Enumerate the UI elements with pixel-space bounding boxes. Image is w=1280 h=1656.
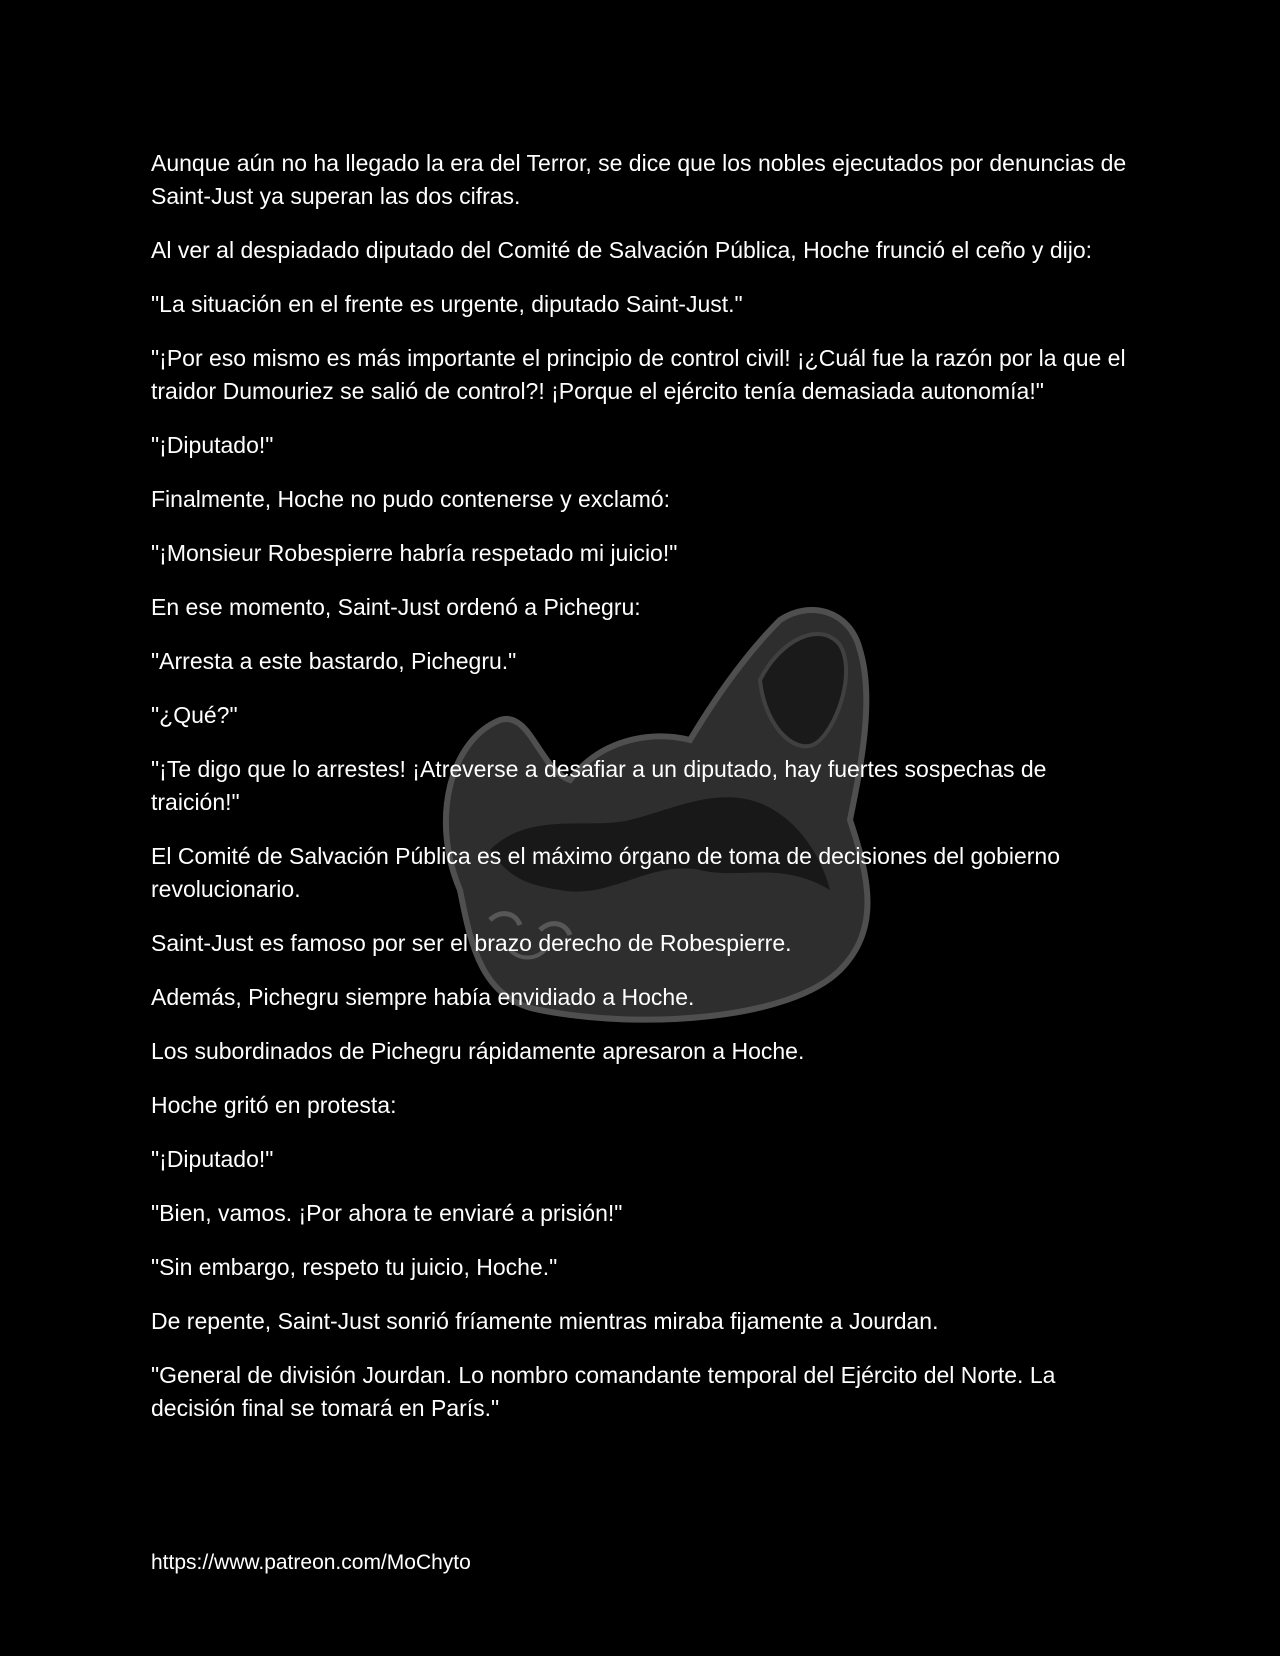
- paragraph: Además, Pichegru siempre había envidiado a Hoche.: [151, 984, 695, 1010]
- paragraph: "¡Diputado!": [151, 1146, 274, 1172]
- paragraph: Hoche gritó en protesta:: [151, 1092, 397, 1118]
- paragraph: "Sin embargo, respeto tu juicio, Hoche.": [151, 1254, 558, 1280]
- paragraph: "¿Qué?": [151, 702, 238, 728]
- paragraph: Saint-Just es famoso por ser el brazo derecho de Robespierre.: [151, 930, 792, 956]
- document-body: [151, 147, 1141, 1446]
- paragraph: "¡Te digo que lo arrestes! ¡Atreverse a desafiar a un diputado, hay fuertes sospechas de traición!": [151, 756, 1047, 815]
- paragraph: "¡Por eso mismo es más importante el principio de control civil! ¡¿Cuál fue la razón por la que el traidor Dumouriez se salió de control?! ¡Porque el ejército tenía demasiada autonomía!": [151, 345, 1126, 404]
- paragraph: Aunque aún no ha llegado la era del Terror, se dice que los nobles ejecutados por denuncias de Saint-Just ya superan las dos cifras.: [151, 150, 1127, 209]
- paragraph: De repente, Saint-Just sonrió fríamente mientras miraba fijamente a Jourdan.: [151, 1308, 939, 1334]
- paragraph: "¡Monsieur Robespierre habría respetado mi juicio!": [151, 540, 678, 566]
- paragraph: "Bien, vamos. ¡Por ahora te enviaré a prisión!": [151, 1200, 623, 1226]
- paragraph: Al ver al despiadado diputado del Comité de Salvación Pública, Hoche frunció el ceño y dijo:: [151, 237, 1093, 263]
- paragraph: El Comité de Salvación Pública es el máximo órgano de toma de decisiones del gobierno revolucionario.: [151, 843, 1061, 902]
- patreon-link[interactable]: https://www.patreon.com/MoChyto: [151, 1551, 471, 1574]
- paragraph: "¡Diputado!": [151, 432, 274, 458]
- paragraph: "La situación en el frente es urgente, diputado Saint-Just.": [151, 291, 743, 317]
- paragraph: En ese momento, Saint-Just ordenó a Pichegru:: [151, 594, 641, 620]
- paragraph: "Arresta a este bastardo, Pichegru.": [151, 648, 517, 674]
- paragraph: Finalmente, Hoche no pudo contenerse y exclamó:: [151, 486, 671, 512]
- paragraph: Los subordinados de Pichegru rápidamente apresaron a Hoche.: [151, 1038, 805, 1064]
- paragraph: "General de división Jourdan. Lo nombro comandante temporal del Ejército del Norte. La decisión final se tomará en París.": [151, 1362, 1056, 1421]
